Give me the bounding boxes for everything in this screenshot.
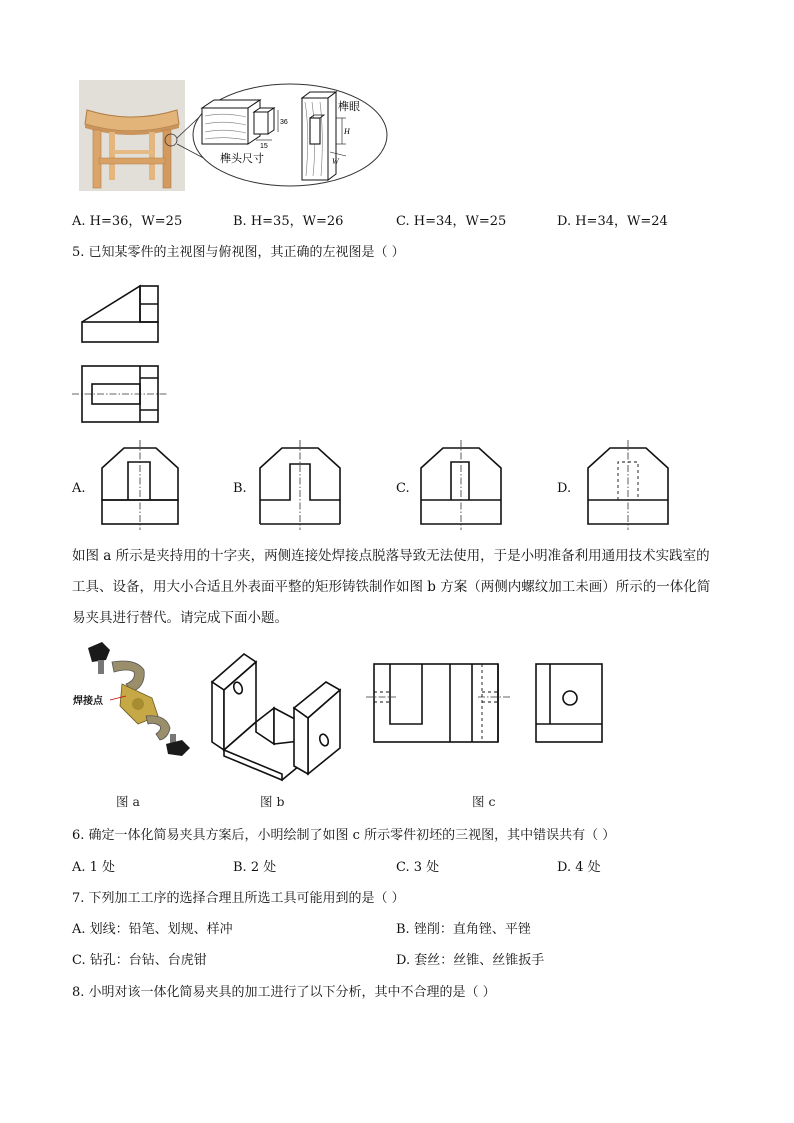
context-paragraph: 如图 a 所示是夹持用的十字夹，两侧连接处焊接点脱落导致无法使用，于是小明准备利用通用技术实践室的工具、设备，用大小合适且外表面平整的矩形铸铁制作如图 b 方案（两侧内螺纹加工未画）所示的一体化简易夹具进行替代。请完成下面小题。 bbox=[72, 548, 711, 626]
q4-option-d[interactable]: D. H=34，W=24 bbox=[557, 214, 668, 229]
q7-option-b[interactable]: B. 锉削：直角锉、平锉 bbox=[396, 922, 531, 937]
tenon-mortise-diagram bbox=[190, 82, 390, 188]
q8-question: 8. 小明对该一体化简易夹具的加工进行了以下分析，其中不合理的是（ ） bbox=[72, 985, 496, 1000]
q7-option-d[interactable]: D. 套丝：丝锥、丝锥扳手 bbox=[396, 953, 545, 968]
q7-option-c[interactable]: C. 钻孔：台钻、台虎钳 bbox=[72, 953, 207, 968]
fig-c-front-view bbox=[366, 662, 510, 744]
q6-option-b[interactable]: B. 2 处 bbox=[233, 860, 277, 875]
mortise-label-w: W bbox=[332, 157, 339, 166]
q4-option-b[interactable]: B. H=35，W=26 bbox=[233, 214, 344, 229]
fig-c-side-view bbox=[534, 662, 606, 744]
fig-c-caption: 图 c bbox=[472, 794, 496, 809]
q5-option-d-view[interactable] bbox=[586, 440, 670, 530]
q5-front-view bbox=[80, 284, 160, 344]
q5-option-a-letter[interactable]: A. bbox=[72, 481, 86, 496]
q5-option-d-letter[interactable]: D. bbox=[557, 481, 572, 496]
q4-option-a[interactable]: A. H=36，W=25 bbox=[72, 214, 183, 229]
q6-option-a[interactable]: A. 1 处 bbox=[72, 860, 116, 875]
q4-option-c[interactable]: C. H=34，W=25 bbox=[396, 214, 507, 229]
weld-point-label: 焊接点 bbox=[73, 696, 103, 707]
q5-option-c-letter[interactable]: C. bbox=[396, 481, 410, 496]
fig-b-caption: 图 b bbox=[260, 794, 285, 809]
q5-option-a-view[interactable] bbox=[100, 440, 180, 530]
q7-question: 7. 下列加工工序的选择合理且所选工具可能用到的是（ ） bbox=[72, 891, 405, 906]
stool-photo bbox=[79, 80, 185, 191]
q6-question: 6. 确定一体化简易夹具方案后，小明绘制了如图 c 所示零件初坯的三视图，其中错误共有（ ） bbox=[72, 828, 616, 843]
q7-option-a[interactable]: A. 划线：铅笔、划规、样冲 bbox=[72, 922, 233, 937]
q6-option-c[interactable]: C. 3 处 bbox=[396, 860, 440, 875]
fig-a-caption: 图 a bbox=[116, 794, 140, 809]
q5-option-b-letter[interactable]: B. bbox=[233, 481, 247, 496]
q6-option-d[interactable]: D. 4 处 bbox=[557, 860, 601, 875]
tenon-dim-w: 15 bbox=[260, 143, 268, 150]
q5-option-b-view[interactable] bbox=[258, 440, 342, 530]
mortise-label: 榫眼 bbox=[338, 100, 360, 113]
q5-option-c-view[interactable] bbox=[419, 440, 503, 530]
q5-top-view bbox=[72, 364, 168, 424]
mortise-label-h: H bbox=[344, 127, 350, 136]
tenon-dim-h: 36 bbox=[280, 119, 288, 126]
q5-question: 5. 已知某零件的主视图与俯视图，其正确的左视图是（ ） bbox=[72, 245, 405, 260]
fig-b-isometric bbox=[208, 648, 344, 780]
tenon-size-label: 榫头尺寸 bbox=[220, 152, 264, 165]
